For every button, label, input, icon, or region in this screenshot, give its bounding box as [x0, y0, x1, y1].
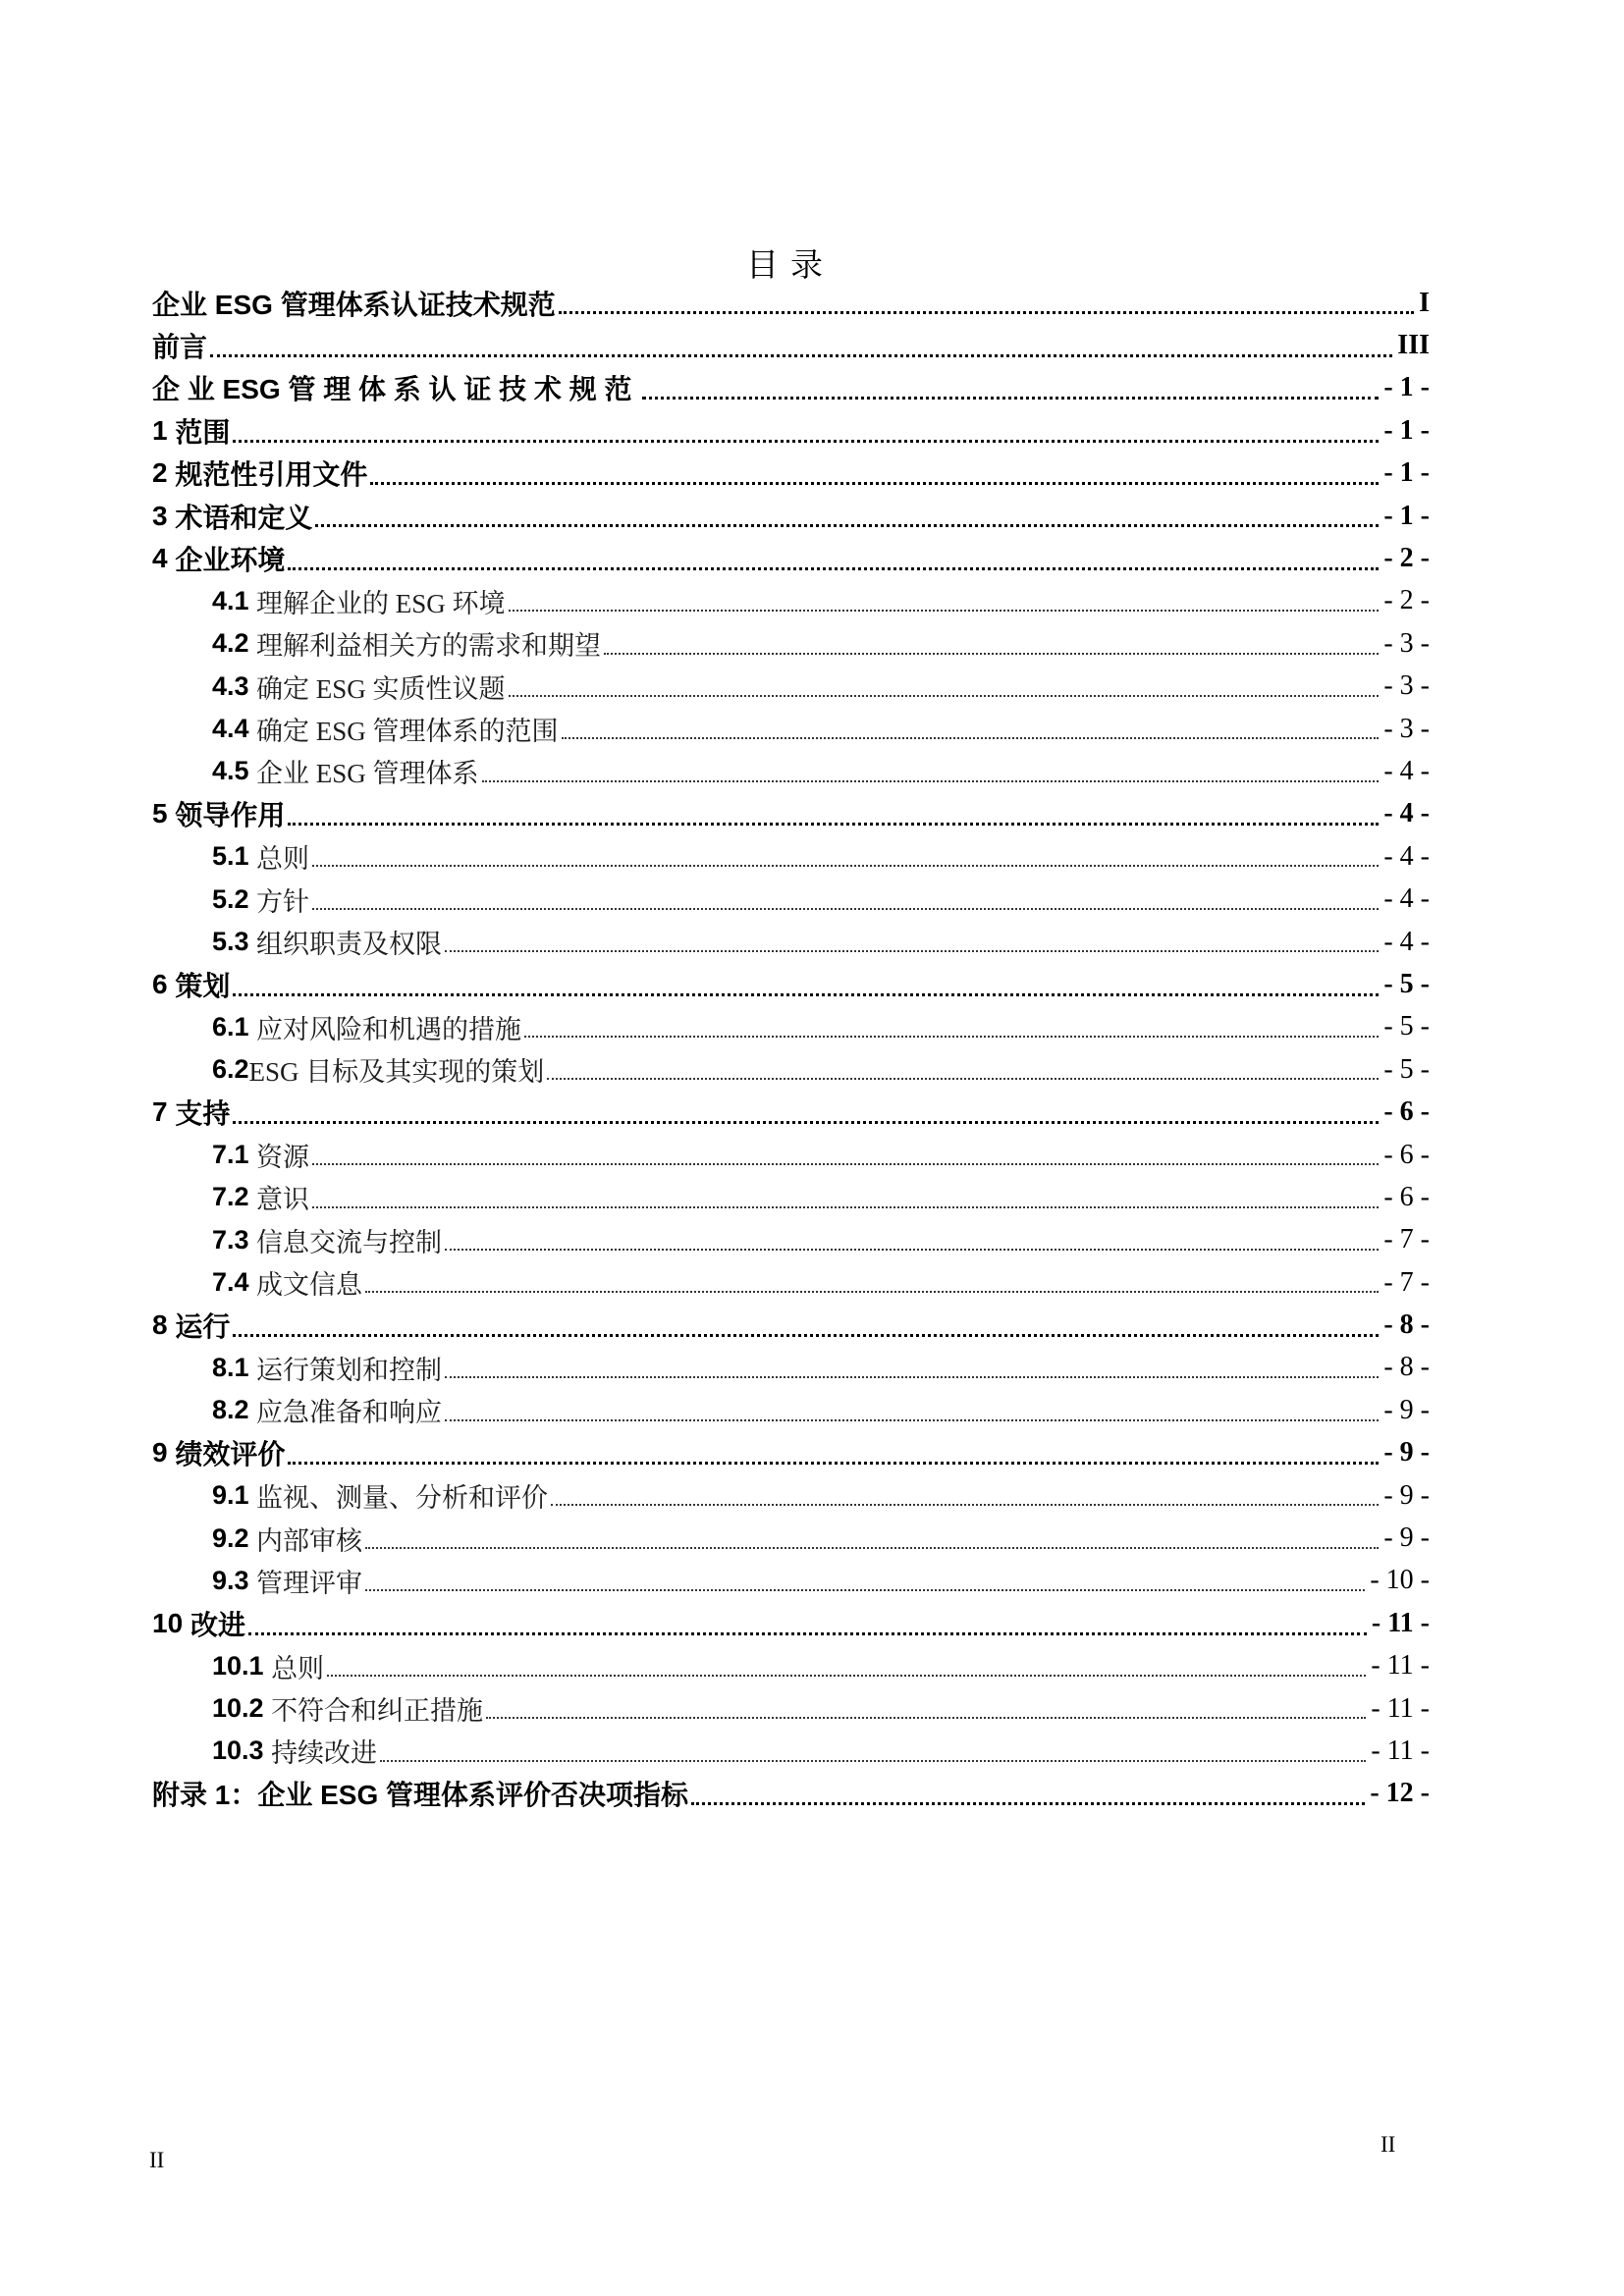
toc-leader-dots [509, 695, 1380, 697]
toc-entry-label: 绩效评价 [175, 1439, 286, 1470]
toc-leader-dots [445, 1249, 1379, 1251]
toc-entry[interactable] [152, 495, 1430, 537]
toc-entry-label: 范围 [175, 416, 231, 448]
toc-entry-page: - 1 - [1383, 500, 1430, 531]
toc-entry-page: III [1397, 330, 1430, 361]
toc-leader-dots [288, 823, 1379, 826]
toc-leader-dots [365, 1589, 1365, 1591]
toc-entry-label: 运行 [175, 1311, 231, 1343]
toc-leader-dots [445, 1376, 1379, 1378]
toc-entry[interactable] [152, 1687, 1430, 1730]
toc-entry-number: 7.2 [212, 1182, 257, 1212]
toc-entry-label: 内部审核 [256, 1525, 363, 1556]
toc-leader-dots [524, 1036, 1379, 1038]
toc-entry[interactable] [152, 622, 1430, 665]
toc-entry-label: 附录 1：企业 ESG 管理体系评价否决项指标 [152, 1780, 689, 1811]
toc-entry[interactable] [152, 282, 1430, 324]
toc-leader-dots [233, 1334, 1379, 1337]
toc-entry-number: 10.1 [212, 1650, 272, 1681]
toc-entry-page: - 4 - [1383, 798, 1430, 829]
toc-entry-page: - 8 - [1383, 1309, 1430, 1341]
toc-entry-label: 策划 [175, 970, 231, 1001]
toc-entry[interactable] [152, 1389, 1430, 1431]
toc-entry[interactable] [152, 1645, 1430, 1687]
toc-entry-label: 前言 [152, 332, 208, 363]
toc-entry[interactable] [152, 1261, 1430, 1304]
toc-leader-dots [248, 1632, 1367, 1635]
toc-entry-number: 8 [152, 1309, 176, 1341]
toc-entry[interactable] [152, 580, 1430, 622]
toc-leader-dots [315, 524, 1379, 527]
toc-entry-label: 总则 [271, 1653, 325, 1683]
toc-entry-page: - 2 - [1383, 585, 1430, 616]
toc-entry[interactable] [152, 1134, 1430, 1176]
toc-leader-dots [312, 1206, 1379, 1208]
toc-entry-number: 5.1 [212, 841, 257, 872]
toc-entry-label: 领导作用 [175, 800, 286, 831]
toc-entry[interactable] [152, 750, 1430, 792]
toc-leader-dots [559, 311, 1414, 314]
toc-entry-label: 总则 [256, 844, 310, 875]
toc-entry-number: 4.1 [212, 585, 257, 615]
toc-entry-label: 企业 ESG 管理体系认证技术规范 [152, 289, 556, 320]
toc-leader-dots [233, 993, 1379, 996]
page-number-footer-right: II [1380, 2132, 1396, 2157]
toc-entry-page: - 8 - [1383, 1352, 1430, 1383]
toc-entry-label: 企业 ESG 管理体系 [256, 759, 479, 789]
toc-entry-label: 不符合和纠正措施 [271, 1696, 484, 1727]
toc-entry[interactable] [152, 1773, 1430, 1815]
toc-entry-label: 理解利益相关方的需求和期望 [256, 631, 602, 662]
toc-leader-dots [327, 1675, 1366, 1677]
toc-entry-number: 4.2 [212, 628, 257, 659]
toc-entry-page: - 9 - [1383, 1522, 1430, 1554]
toc-entry-page: - 2 - [1383, 543, 1430, 574]
toc-entry-page: - 3 - [1383, 713, 1430, 744]
toc-entry[interactable] [152, 537, 1430, 579]
toc-entry[interactable] [152, 666, 1430, 708]
toc-leader-dots [312, 1163, 1379, 1165]
toc-entry-number: 7 [152, 1096, 176, 1128]
toc-entry[interactable] [152, 1730, 1430, 1772]
toc-entry[interactable] [152, 1048, 1430, 1091]
toc-entry-label: 规范性引用文件 [175, 459, 368, 491]
toc-entry[interactable] [152, 324, 1430, 366]
toc-leader-dots [365, 1291, 1379, 1293]
toc-entry-number: 5 [152, 798, 176, 829]
toc-entry[interactable] [152, 1432, 1430, 1474]
toc-entry[interactable] [152, 1176, 1430, 1218]
toc-leader-dots [312, 908, 1379, 910]
toc-entry-number: 8.2 [212, 1395, 257, 1425]
toc-entry-label: ESG 目标及其实现的策划 [248, 1057, 545, 1088]
toc-entry-page: - 1 - [1383, 457, 1430, 489]
toc-entry-number: 9.3 [212, 1565, 257, 1595]
toc-entry-label: 组织职责及权限 [256, 930, 443, 960]
toc-entry[interactable] [152, 878, 1430, 920]
toc-entry-label: 信息交流与控制 [256, 1227, 443, 1257]
toc-entry-label: 管理评审 [256, 1568, 363, 1598]
toc-entry-label: 术语和定义 [175, 502, 313, 533]
toc-entry-page: - 1 - [1383, 414, 1430, 446]
toc-leader-dots [509, 610, 1380, 612]
toc-leader-dots [365, 1547, 1379, 1549]
toc-entry-page: - 5 - [1383, 1011, 1430, 1042]
toc-entry-label: 确定 ESG 实质性议题 [256, 673, 506, 704]
toc-leader-dots [210, 354, 1392, 357]
toc-leader-dots [562, 737, 1380, 739]
toc-leader-dots [604, 653, 1379, 655]
toc-entry-page: - 11 - [1371, 1735, 1430, 1766]
toc-leader-dots [445, 950, 1379, 952]
toc-entry-number: 10.2 [212, 1693, 272, 1724]
toc-entry-number: 4.3 [212, 670, 257, 701]
toc-entry[interactable] [152, 1091, 1430, 1133]
toc-entry[interactable] [152, 1474, 1430, 1517]
toc-leader-dots [551, 1504, 1379, 1506]
toc-entry-number: 9.2 [212, 1522, 257, 1553]
toc-entry-number: 5.2 [212, 883, 257, 914]
toc-entry-number: 8.1 [212, 1352, 257, 1382]
toc-entry-page: - 4 - [1383, 755, 1430, 786]
toc-leader-dots [233, 1121, 1379, 1124]
toc-entry-number: 7.1 [212, 1140, 257, 1169]
toc-entry-page: - 7 - [1383, 1224, 1430, 1255]
toc-entry-number: 7.4 [212, 1267, 257, 1298]
toc-entry-number: 5.3 [212, 927, 257, 957]
toc-entry-page: - 7 - [1383, 1266, 1430, 1298]
toc-leader-dots [233, 440, 1379, 443]
toc-entry-page: - 12 - [1370, 1778, 1430, 1809]
toc-entry-number: 7.3 [212, 1224, 257, 1255]
page-number-footer-left: II [149, 2148, 165, 2172]
toc-leader-dots [486, 1717, 1366, 1719]
toc-entry[interactable] [152, 1560, 1430, 1602]
toc-entry-page: - 11 - [1371, 1607, 1430, 1638]
toc-entry-label: 成文信息 [256, 1270, 363, 1301]
toc-entry-page: - 6 - [1383, 1181, 1430, 1212]
toc-leader-dots [380, 1760, 1366, 1762]
toc-entry[interactable] [152, 963, 1430, 1005]
toc-entry-label: 意识 [256, 1185, 310, 1215]
toc-entry[interactable] [152, 453, 1430, 495]
toc-entry[interactable] [152, 1347, 1430, 1389]
page-title: 目录 [746, 248, 835, 284]
toc-entry[interactable] [152, 835, 1430, 878]
toc-leader-dots [482, 780, 1380, 782]
toc-entry[interactable] [152, 409, 1430, 452]
toc-entry-label: 监视、测量、分析和评价 [256, 1483, 549, 1514]
toc-entry-page: - 6 - [1383, 1139, 1430, 1170]
toc-leader-dots [691, 1802, 1365, 1805]
toc-entry-page: - 9 - [1383, 1479, 1430, 1511]
toc-entry[interactable] [152, 1517, 1430, 1559]
toc-entry-number: 2 [152, 457, 176, 489]
toc-entry[interactable] [152, 708, 1430, 750]
toc-entry-label: 资源 [256, 1143, 310, 1172]
toc-entry-page: I [1419, 287, 1430, 318]
toc-entry-number: 10 [152, 1607, 190, 1638]
toc-entry-number: 6.1 [212, 1011, 257, 1041]
toc-leader-dots [642, 397, 1379, 400]
toc-entry[interactable] [152, 1602, 1430, 1644]
toc-leader-dots [370, 482, 1379, 485]
toc-entry-number: 6 [152, 968, 176, 999]
toc-entry-number: 4 [152, 543, 176, 574]
toc-entry-number: 4.4 [212, 714, 257, 744]
toc-entry-page: - 9 - [1383, 1437, 1430, 1468]
toc-entry-label: 应急准备和响应 [256, 1398, 443, 1428]
toc-entry-page: - 1 - [1383, 372, 1430, 403]
toc-leader-dots [547, 1078, 1379, 1080]
toc-entry-page: - 4 - [1383, 926, 1430, 957]
toc-entry-label: 企 业 ESG 管 理 体 系 认 证 技 术 规 范 [152, 374, 640, 405]
toc-entry[interactable] [152, 367, 1430, 409]
toc-entry-page: - 3 - [1383, 627, 1430, 659]
toc-entry-page: - 5 - [1383, 968, 1430, 999]
toc-entry-number: 9 [152, 1437, 176, 1468]
toc-leader-dots [288, 567, 1379, 570]
toc-entry-page: - 4 - [1383, 883, 1430, 915]
toc-entry-number: 9.1 [212, 1480, 257, 1511]
toc-entry-number: 3 [152, 500, 176, 531]
toc-entry-page: - 11 - [1371, 1650, 1430, 1682]
toc-entry[interactable] [152, 793, 1430, 835]
table-of-contents [152, 282, 1430, 1815]
toc-entry[interactable] [152, 921, 1430, 963]
toc-entry[interactable] [152, 1304, 1430, 1346]
toc-leader-dots [288, 1462, 1379, 1465]
toc-entry-label: 改进 [189, 1609, 245, 1640]
toc-entry-label: 运行策划和控制 [256, 1355, 443, 1385]
toc-entry-number: 1 [152, 414, 176, 446]
toc-entry[interactable] [152, 1006, 1430, 1048]
toc-entry-page: - 9 - [1383, 1394, 1430, 1425]
toc-entry-label: 确定 ESG 管理体系的范围 [256, 717, 559, 747]
toc-entry-label: 支持 [175, 1098, 231, 1130]
toc-entry-page: - 3 - [1383, 670, 1430, 702]
toc-entry-number: 6.2 [212, 1054, 249, 1085]
toc-entry-number: 4.5 [212, 756, 257, 786]
toc-entry-page: - 11 - [1371, 1692, 1430, 1724]
toc-entry-label: 理解企业的 ESG 环境 [256, 588, 506, 618]
toc-entry-label: 应对风险和机遇的措施 [256, 1014, 522, 1044]
toc-entry[interactable] [152, 1219, 1430, 1261]
toc-entry-label: 企业环境 [175, 545, 286, 576]
toc-entry-label: 持续改进 [271, 1738, 378, 1769]
toc-leader-dots [312, 865, 1379, 867]
toc-entry-page: - 5 - [1383, 1053, 1430, 1085]
toc-entry-page: - 10 - [1370, 1565, 1430, 1596]
toc-entry-label: 方针 [256, 886, 310, 917]
toc-entry-number: 10.3 [212, 1735, 272, 1766]
toc-leader-dots [445, 1419, 1379, 1421]
toc-entry-page: - 6 - [1383, 1096, 1430, 1128]
toc-entry-page: - 4 - [1383, 840, 1430, 872]
